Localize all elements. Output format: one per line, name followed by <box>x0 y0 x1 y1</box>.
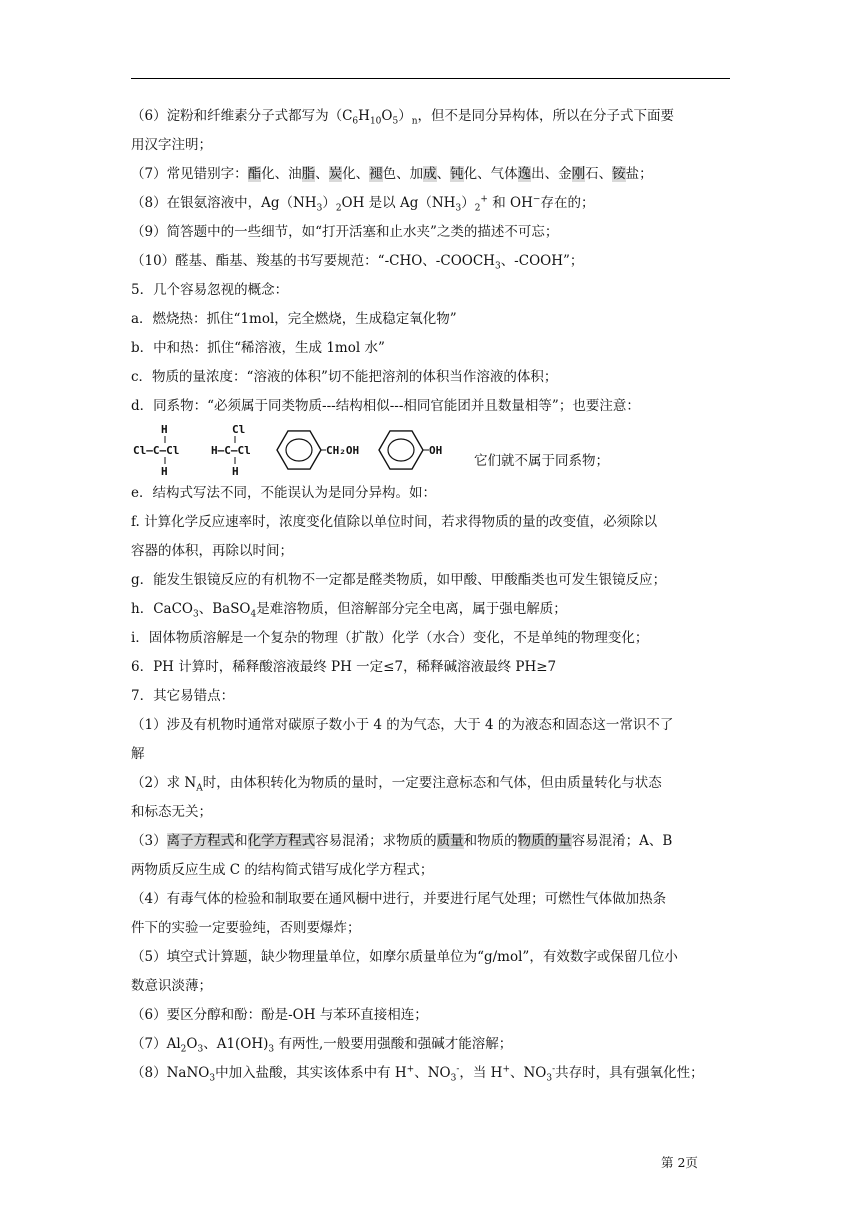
text-line <box>131 653 731 682</box>
text-line <box>131 972 731 1001</box>
text-run: h．CaCO <box>131 601 193 617</box>
text-run: 和标态无关； <box>131 804 212 820</box>
svg-text:H: H <box>161 465 168 478</box>
superscript: − <box>532 194 541 205</box>
text-run: 时，由体积转化为物质的量时，一定要注意标态和气体，但由质量转化与状态 <box>202 775 662 791</box>
text-run: 数意识淡薄； <box>131 978 212 994</box>
subscript: A <box>196 783 203 794</box>
text-run: 、BaSO <box>198 601 251 617</box>
structure-dichloromethane-a <box>133 423 179 478</box>
text-run: 出、金 <box>531 166 572 182</box>
subscript: n <box>411 116 418 127</box>
text-run: ） <box>322 195 336 211</box>
text-line <box>131 566 731 595</box>
text-run: b．中和热：抓住“稀溶液，生成 1mol 水” <box>131 340 385 356</box>
text-run: 共存时，具有强氧化性； <box>555 1065 704 1081</box>
text-run: 盐； <box>625 166 653 182</box>
text-line <box>131 943 731 972</box>
subscript: 2 <box>335 203 342 214</box>
text-run: 用汉字注明； <box>131 137 212 153</box>
text-line <box>131 392 731 421</box>
text-line <box>131 363 731 392</box>
text-line <box>131 711 731 740</box>
text-line <box>131 682 731 711</box>
text-run: 是难溶物质，但溶解部分完全电离，属于强电解质； <box>256 601 567 617</box>
text-run: 容易混淆；A、B <box>571 833 673 849</box>
text-run: ，但不是同分异构体，所以在分子式下面要 <box>417 108 674 124</box>
text-run: g．能发生银镜反应的有机物不一定都是醛类物质，如甲酸、甲酸酯类也可发生银镜反应； <box>131 572 667 588</box>
text-run: OH 是以 Ag（NH <box>341 195 456 211</box>
text-run: H <box>358 108 370 124</box>
text-run: f. 计算化学反应速率时，浓度变化值除以单位时间，若求得物质的量的改变值，必须除以 <box>131 514 658 530</box>
header-rule <box>131 78 730 79</box>
highlighted-term: 酯 <box>247 166 262 182</box>
text-run: （2）求 N <box>131 775 197 791</box>
text-line <box>131 247 731 276</box>
text-run: （8）NaNO <box>131 1065 210 1081</box>
text-run: 容器的体积，再除以时间； <box>131 543 293 559</box>
superscript: + <box>480 194 488 205</box>
subscript: 2 <box>474 203 481 214</box>
text-run: 石、 <box>585 166 613 182</box>
structure-caption: 它们就不属于同系物； <box>474 453 609 469</box>
text-run: 、NO <box>510 1065 547 1081</box>
structural-formulas <box>131 423 461 479</box>
subscript: 2 <box>180 1044 187 1055</box>
highlighted-term: 炭 <box>328 166 343 182</box>
text-line <box>131 218 731 247</box>
structure-dichloromethane-b <box>211 423 251 478</box>
text-line <box>131 740 731 769</box>
superscript: - <box>456 1064 460 1075</box>
text-run: 和 <box>234 833 248 849</box>
subscript: 3 <box>455 203 462 214</box>
svg-text:OH: OH <box>429 444 443 457</box>
subscript: 3 <box>316 203 323 214</box>
highlighted-term: 刚 <box>571 166 586 182</box>
highlighted-term: 褪 <box>369 166 383 182</box>
text-line <box>131 305 731 334</box>
highlighted-term: 离子方程式 <box>166 833 235 849</box>
text-run: （7）Al <box>131 1036 181 1052</box>
text-run: （4）有毒气体的检验和制取要在通风橱中进行，并要进行尾气处理；可燃性气体做加热条 <box>131 891 667 907</box>
text-run: O <box>381 108 393 124</box>
text-run: 、A1(OH) <box>203 1036 269 1052</box>
document-body <box>131 102 731 1088</box>
svg-text:Cl—C—Cl: Cl—C—Cl <box>133 444 180 457</box>
text-run: 件下的实验一定要验纯，否则要爆炸； <box>131 920 361 936</box>
text-run: 6．PH 计算时，稀释酸溶液最终 PH 一定≤7，稀释碱溶液最终 PH≥7 <box>131 659 557 675</box>
text-run: 化、气体 <box>463 166 518 182</box>
subscript: 3 <box>546 1073 553 1084</box>
text-run: ） <box>398 108 412 124</box>
text-run: 容易混淆；求物质的 <box>315 833 437 849</box>
highlighted-term: 逸 <box>517 166 532 182</box>
text-run: 和物质的 <box>463 833 518 849</box>
text-run: （7）常见错别字： <box>131 166 248 182</box>
text-run: （3） <box>131 833 167 849</box>
text-line <box>131 769 731 798</box>
structure-phenol <box>379 431 442 469</box>
subscript: 5 <box>392 116 399 127</box>
highlighted-term: 物质的量 <box>517 833 572 849</box>
superscript: - <box>552 1064 556 1075</box>
text-run: 7．其它易错点： <box>131 688 235 704</box>
highlighted-term: 质量 <box>436 833 464 849</box>
text-run: d．同系物：“必须属于同类物质---结构相似---相同官能团并且数量相等”；也要注意： <box>131 398 640 414</box>
subscript: 10 <box>369 116 382 127</box>
structure-figure-row <box>131 421 731 479</box>
text-run: 、-COOH”； <box>500 253 584 269</box>
text-line <box>131 189 731 218</box>
text-run: （6）要区分醇和酚：酚是-OH 与苯环直接相连； <box>131 1007 428 1023</box>
text-run: 存在的； <box>540 195 595 211</box>
subscript: 3 <box>268 1044 275 1055</box>
text-run: 5．几个容易忽视的概念： <box>131 282 289 298</box>
text-line <box>131 827 731 856</box>
subscript: 3 <box>494 261 501 272</box>
text-run: 、NO <box>414 1065 451 1081</box>
svg-text:H: H <box>161 423 168 436</box>
text-line <box>131 479 731 508</box>
text-run: a．燃烧热：抓住“1mol，完全燃烧，生成稳定氧化物” <box>131 311 457 327</box>
text-line <box>131 160 731 189</box>
text-line <box>131 856 731 885</box>
page-number: 第 2页 <box>661 1155 698 1170</box>
text-run: O <box>186 1036 198 1052</box>
svg-text:Cl: Cl <box>232 423 246 436</box>
text-run: 化、油 <box>261 166 302 182</box>
text-run: 、 <box>436 166 451 182</box>
text-line <box>131 595 731 624</box>
text-run: 、 <box>315 166 329 182</box>
text-run: （9）简答题中的一些细节，如“打开活塞和止水夹”之类的描述不可忘； <box>131 224 559 240</box>
highlighted-term: 铵 <box>612 166 626 182</box>
text-run: 中加入盐酸，其实该体系中有 H <box>215 1065 407 1081</box>
text-run: （8）在银氨溶液中，Ag（NH <box>131 195 317 211</box>
highlighted-term: 化学方程式 <box>247 833 316 849</box>
superscript: + <box>502 1064 510 1075</box>
subscript: 3 <box>450 1073 457 1084</box>
structure-benzyl-alcohol <box>277 431 359 469</box>
text-run: c．物质的量浓度：“溶液的体积”切不能把溶剂的体积当作溶液的体积； <box>131 369 558 385</box>
text-run: ） <box>461 195 475 211</box>
text-line <box>131 1030 731 1059</box>
superscript: + <box>406 1064 415 1075</box>
text-run: 有两性,一般要用强酸和强碱才能溶解； <box>274 1036 513 1052</box>
text-line <box>131 1001 731 1030</box>
svg-text:CH₂OH: CH₂OH <box>326 444 360 457</box>
text-run: （1）涉及有机物时通常对碳原子数小于 4 的为气态，大于 4 的为液态和固态这一常识不了 <box>131 717 674 733</box>
text-run: （5）填空式计算题，缺少物理量单位，如摩尔质量单位为“g/mol”，有效数字或保留几位小 <box>131 949 678 965</box>
text-line <box>131 334 731 363</box>
text-line <box>131 1059 731 1088</box>
text-line <box>131 914 731 943</box>
highlighted-term: 脂 <box>301 166 316 182</box>
text-run: e．结构式写法不同，不能误认为是同分异构。如： <box>131 485 436 501</box>
text-run: （6）淀粉和纤维素分子式都写为（C <box>131 108 353 124</box>
text-run: 解 <box>131 746 145 762</box>
text-line <box>131 102 731 131</box>
svg-text:H: H <box>232 465 239 478</box>
subscript: 3 <box>197 1044 204 1055</box>
text-run: i．固体物质溶解是一个复杂的物理（扩散）化学（水合）变化，不是单纯的物理变化； <box>131 630 649 646</box>
subscript: 3 <box>192 609 199 620</box>
text-line <box>131 624 731 653</box>
subscript: 6 <box>352 116 359 127</box>
text-run: （10）醛基、酯基、羧基的书写要规范：“-CHO、-COOCH <box>131 253 495 269</box>
svg-text:H—C—Cl: H—C—Cl <box>211 444 251 457</box>
text-run: 两物质反应生成 C 的结构简式错写成化学方程式； <box>131 862 434 878</box>
text-line <box>131 798 731 827</box>
subscript: 4 <box>250 609 257 620</box>
text-run: 色、加 <box>382 166 424 182</box>
text-line <box>131 885 731 914</box>
text-line <box>131 537 731 566</box>
text-line <box>131 131 731 160</box>
text-line <box>131 276 731 305</box>
text-run: 化、 <box>342 166 370 182</box>
text-run: 和 OH <box>487 195 533 211</box>
highlighted-term: 成 <box>423 166 437 182</box>
subscript: 3 <box>209 1073 216 1084</box>
text-run: ，当 H <box>459 1065 503 1081</box>
text-line <box>131 508 731 537</box>
highlighted-term: 钝 <box>450 166 464 182</box>
